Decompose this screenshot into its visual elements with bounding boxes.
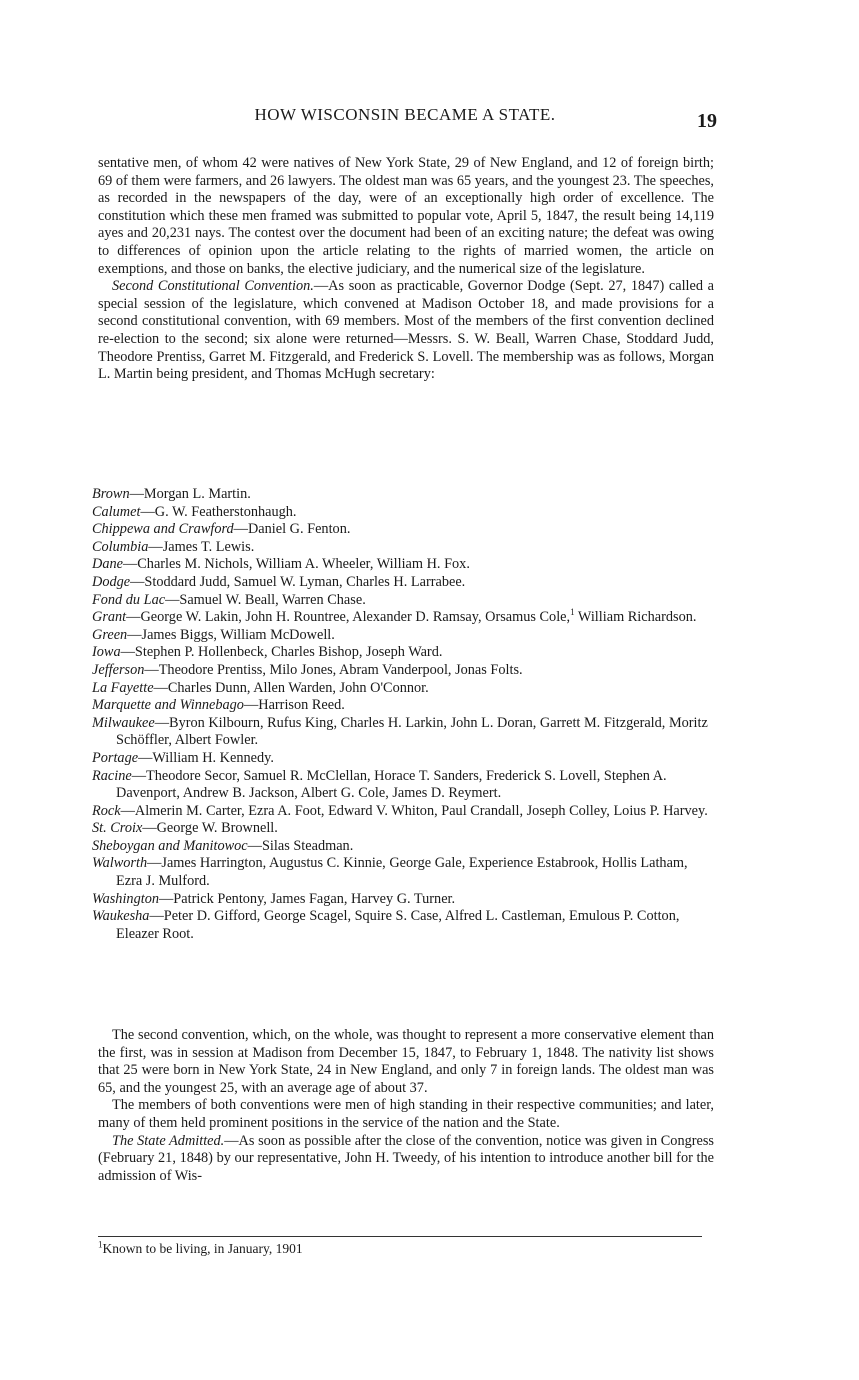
roster-entry: Columbia—James T. Lewis. (92, 538, 255, 555)
roster-entry: Green—James Biggs, William McDowell. (92, 626, 335, 643)
roster-entry: Rock—Almerin M. Carter, Ezra A. Foot, Edward V. Whiton, Paul Crandall, Joseph Colley, Loius P. Harvey. (92, 802, 708, 819)
county-members: George W. Lakin, John H. Rountree, Alexander D. Ramsay, Orsamus Cole, (140, 609, 571, 626)
county-name: Portage (92, 749, 139, 766)
state-admitted-paragraph (98, 1133, 714, 1186)
roster-entry: Dane—Charles M. Nichols, William A. Wheeler, William H. Fox. (92, 556, 470, 573)
county-name: La Fayette (92, 679, 154, 696)
membership-roster (92, 486, 714, 943)
county-name: Calumet (92, 503, 141, 520)
footnote-marker: 1 (98, 1239, 103, 1250)
roster-entry: Racine—Theodore Secor, Samuel R. McClellan, Horace T. Sanders, Frederick S. Lovell, Stephen A. Davenport, Andrew B. Jackson, Albert G. Cole, James D. Reymert. (92, 767, 667, 802)
footnote-reference: 1 (570, 607, 575, 618)
county-name: Green (92, 626, 128, 643)
roster-entry: Calumet—G. W. Featherstonhaugh. (92, 503, 297, 520)
roster-entry: La Fayette—Charles Dunn, Allen Warden, John O'Connor. (92, 679, 429, 696)
roster-entry: Milwaukee—Byron Kilbourn, Rufus King, Charles H. Larkin, John L. Doran, Garrett M. Fitzgerald, Moritz Schöffler, Albert Fowler. (92, 714, 708, 749)
second-convention-summary: The second convention, which, on the whole, was thought to represent a more conservative element than the first, was in session at Madison from December 15, 1847, to February 1, 1848. The nativity list shows that 25 were born in New York State, 24 in New England, and only 7 in foreign lands. The oldest man was 65, and the youngest 25, with an average age of about 37. (98, 1027, 714, 1096)
county-name: Milwaukee (92, 714, 155, 731)
county-name: Racine (92, 767, 132, 784)
roster-entry: Iowa—Stephen P. Hollenbeck, Charles Bishop, Joseph Ward. (92, 644, 443, 661)
paragraph-text: —As soon as practicable, Governor Dodge (Sept. 27, 1847) called a special session of the legislature, which convened at Madison October 18, and made provisions for a second constitutional convention, with 69 members. Most of the members of the first convention declined re-election to the second; six alone were returned—Messrs. S. W. Beall, Warren Chase, Stoddard Judd, Theodore Prentiss, Garret M. Fitzgerald, and Frederick S. Lovell. The membership was as follows, Morgan L. Martin being president, and Thomas McHugh secretary: (98, 278, 714, 383)
county-members: Charles M. Nichols, William A. Wheeler, William H. Fox. (137, 556, 470, 573)
county-members: William H. Kennedy. (152, 749, 274, 766)
roster-entry: Grant—George W. Lakin, John H. Rountree, Alexander D. Ramsay, Orsamus Cole,$^1$ William Richardson. (92, 607, 697, 626)
county-members: Stoddard Judd, Samuel W. Lyman, Charles H. Larrabee. (144, 573, 466, 590)
roster-entry: Dodge—Stoddard Judd, Samuel W. Lyman, Charles H. Larrabee. (92, 573, 466, 590)
closing-section (98, 1027, 714, 1185)
county-members: George W. Brownell. (156, 820, 278, 837)
county-name: Dane (92, 556, 123, 573)
members-standing-paragraph: The members of both conventions were men of high standing in their respective communities; and later, many of them held prominent positions in the service of the nation and the State. (98, 1097, 714, 1131)
county-name: Rock (92, 802, 121, 819)
roster-entry: Waukesha—Peter D. Gifford, George Scagel, Squire S. Case, Alfred L. Castleman, Emulous P. Cotton, Eleazer Root. (92, 908, 680, 942)
footnote-rule (98, 1236, 702, 1237)
running-title: HOW WISCONSIN BECAME A STATE. (254, 105, 556, 124)
intro-paragraph: sentative men, of whom 42 were natives of New York State, 29 of New England, and 12 of foreign birth; 69 of them were farmers, and 26 lawyers. The oldest man was 65 years, and the youngest 23. The speeches, as recorded in the newspapers of the day, were of an exceptionally high order of excellence. The constitution which these men framed was submitted to popular vote, April 5, 1847, the result being 14,119 ayes and 20,231 nays. The contest over the document had been of an exciting nature; the defeat was owing to differences of opinion upon the article relating to the rights of married women, the article on exemptions, and those on banks, the elective judiciary, and the numerical size of the legislature. (98, 155, 714, 277)
county-name: Columbia (92, 538, 149, 555)
county-name: St. Croix (92, 820, 143, 837)
county-members: Daniel G. Fenton. (247, 521, 351, 538)
county-members: Patrick Pentony, James Fagan, Harvey G. Turner. (173, 890, 456, 907)
footnote-text: Known to be living, in January, 1901 (102, 1241, 303, 1256)
county-members: Harrison Reed. (258, 697, 345, 714)
county-members: G. W. Featherstonhaugh. (154, 503, 297, 520)
intro-section (98, 155, 714, 384)
roster-entry: Marquette and Winnebago—Harrison Reed. (92, 697, 345, 714)
county-name: Marquette and Winnebago (92, 697, 244, 714)
county-name: Waukesha (92, 908, 150, 925)
county-name: Jefferson (92, 661, 145, 678)
county-name: Sheboygan and Manitowoc (92, 837, 248, 854)
county-members: Almerin M. Carter, Ezra A. Foot, Edward V. Whiton, Paul Crandall, Joseph Colley, Loius P. Harvey. (134, 802, 708, 819)
county-members: Charles Dunn, Allen Warden, John O'Connor. (167, 679, 429, 696)
county-members: James Biggs, William McDowell. (141, 626, 335, 643)
county-name: Dodge (92, 573, 131, 590)
county-members: Peter D. Gifford, George Scagel, Squire S. Case, Alfred L. Castleman, Emulous P. Cotton, Eleazer Root. (116, 908, 680, 942)
roster-entry: St. Croix—George W. Brownell. (92, 820, 278, 837)
county-name: Washington (92, 890, 159, 907)
county-name: Fond du Lac (92, 591, 166, 608)
page-number: 19 (697, 110, 717, 132)
roster-entry: Chippewa and Crawford—Daniel G. Fenton. (92, 521, 351, 538)
roster-entry: Sheboygan and Manitowoc—Silas Steadman. (92, 837, 354, 854)
roster-entry: Jefferson—Theodore Prentiss, Milo Jones, Abram Vanderpool, Jonas Folts. (92, 661, 523, 678)
county-name: Chippewa and Crawford (92, 521, 234, 538)
second-convention-paragraph (98, 278, 714, 384)
county-name: Walworth (92, 855, 148, 872)
county-members: Byron Kilbourn, Rufus King, Charles H. Larkin, John L. Doran, Garrett M. Fitzgerald, Moritz Schöffler, Albert Fowler. (116, 714, 708, 749)
county-members: Theodore Prentiss, Milo Jones, Abram Vanderpool, Jonas Folts. (158, 661, 523, 678)
county-members: Stephen P. Hollenbeck, Charles Bishop, Joseph Ward. (134, 644, 443, 661)
paragraph-text: —As soon as possible after the close of the convention, notice was given in Congress (February 21, 1848) by our representative, John H. Tweedy, of his intention to introduce another bill for the admission of Wis- (98, 1132, 714, 1184)
roster-entry: Walworth—James Harrington, Augustus C. Kinnie, George Gale, Experience Estabrook, Hollis Latham, Ezra J. Mulford. (92, 855, 688, 890)
county-name: Iowa (92, 644, 121, 661)
roster-entry: Portage—William H. Kennedy. (92, 749, 274, 766)
county-name: Brown (92, 486, 130, 502)
county-members: Silas Steadman. (261, 837, 354, 854)
county-members-continued: William Richardson. (574, 609, 697, 626)
roster-entry: Brown—Morgan L. Martin. (92, 486, 251, 502)
county-members: Samuel W. Beall, Warren Chase. (179, 591, 366, 608)
county-members: Theodore Secor, Samuel R. McClellan, Horace T. Sanders, Frederick S. Lovell, Stephen A. Davenport, Andrew B. Jackson, Albert G. Cole, James D. Reymert. (116, 767, 667, 802)
county-members: James Harrington, Augustus C. Kinnie, George Gale, Experience Estabrook, Hollis Latham, Ezra J. Mulford. (116, 855, 688, 890)
section-heading: Second Constitutional Convention. (112, 278, 314, 295)
county-members: James T. Lewis. (162, 538, 255, 555)
roster-entry: Washington—Patrick Pentony, James Fagan, Harvey G. Turner. (92, 890, 456, 907)
roster-entry: Fond du Lac—Samuel W. Beall, Warren Chase. (92, 591, 366, 608)
section-heading: The State Admitted. (112, 1132, 225, 1149)
county-members: Morgan L. Martin. (143, 486, 251, 502)
footnote (98, 1240, 303, 1257)
county-name: Grant (92, 609, 127, 626)
